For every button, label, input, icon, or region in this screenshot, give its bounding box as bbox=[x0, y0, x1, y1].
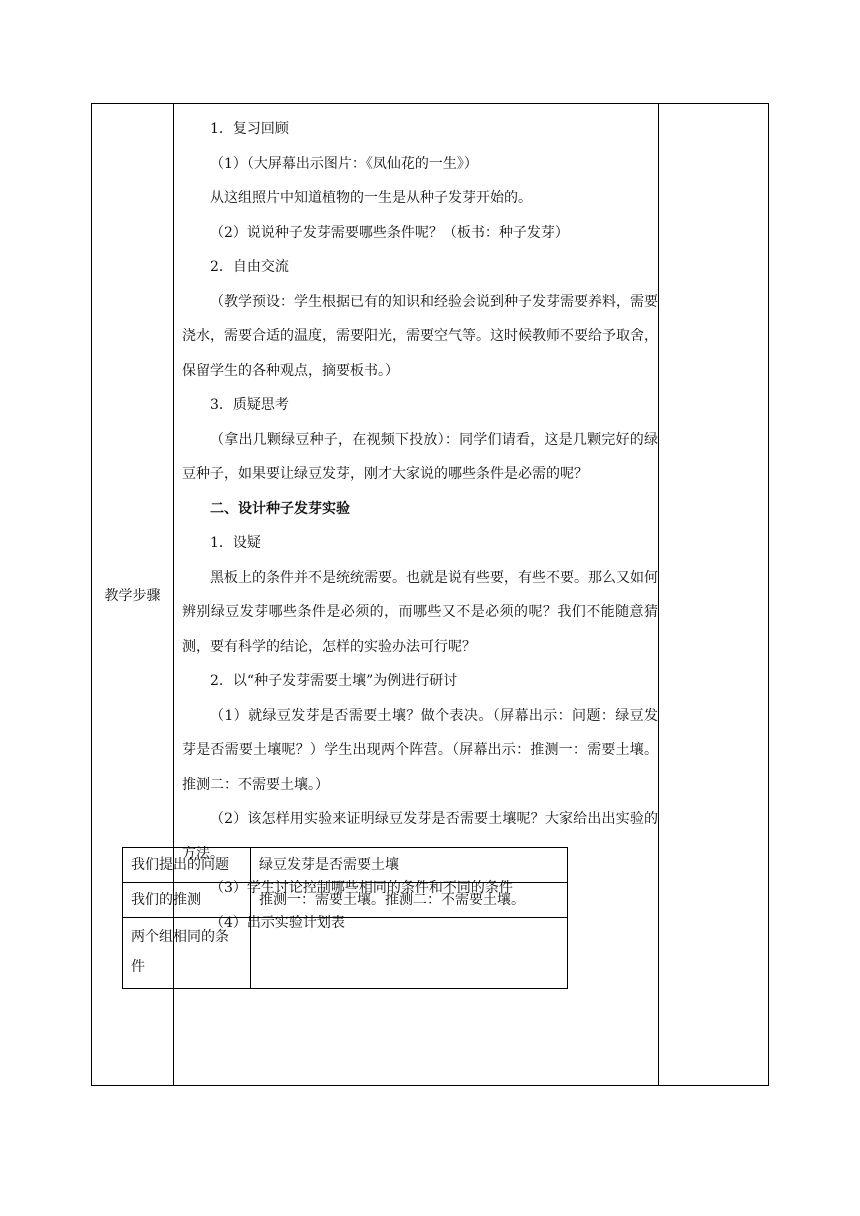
row-label: 教学步骤 bbox=[104, 587, 161, 604]
plan-table-value bbox=[251, 918, 568, 989]
paragraph: 黑板上的条件并不是统统需要。也就是说有些要，有些不要。那么又如何辨别绿豆发芽哪些条件是必须的，而哪些又不是必须的呢？我们不能随意猜测，要有科学的结论，怎样的实验办法可行呢？ bbox=[182, 569, 658, 655]
paragraph: 3．质疑思考 bbox=[210, 397, 289, 413]
paragraph: （1）就绿豆发芽是否需要土壤？做个表决。（屏幕出示：问题：绿豆发芽是否需要土壤呢？）学生出现两个阵营。（屏幕出示：推测一：需要土壤。推测二：不需要土壤。） bbox=[182, 707, 658, 793]
paragraph: （1）（大屏幕出示图片：《凤仙花的一生》） bbox=[210, 155, 478, 172]
paragraph: （4）出示实验计划表 bbox=[210, 914, 345, 931]
plan-table-row bbox=[123, 848, 568, 883]
paragraph: （拿出几颗绿豆种子，在视频下投放）：同学们请看，这是几颗完好的绿豆种子，如果要让绿豆发芽，刚才大家说的哪些条件是必需的呢？ bbox=[182, 431, 658, 482]
paragraph: 1．设疑 bbox=[210, 535, 261, 551]
plan-table-label: 我们提出的问题 bbox=[123, 848, 251, 883]
column-divider-2 bbox=[658, 104, 659, 1085]
plan-table-label: 两个组相同的条件 bbox=[123, 918, 251, 989]
experiment-plan-table bbox=[122, 847, 568, 989]
section-heading: 二、设计种子发芽实验 bbox=[210, 500, 350, 517]
paragraph: 2．以“种子发芽需要土壤”为例进行研讨 bbox=[210, 673, 458, 689]
plan-table-label: 我们的推测 bbox=[123, 883, 251, 918]
plan-table-value: 绿豆发芽是否需要土壤 bbox=[251, 848, 568, 883]
paragraph: （教学预设：学生根据已有的知识和经验会说到种子发芽需要养料，需要浇水，需要合适的温度，需要阳光，需要空气等。这时候教师不要给予取舍，保留学生的各种观点，摘要板书。） bbox=[182, 293, 658, 379]
paragraph: （2）说说种子发芽需要哪些条件呢？（板书：种子发芽） bbox=[210, 224, 569, 241]
paragraph: （3）学生讨论控制哪些相同的条件和不同的条件 bbox=[210, 880, 513, 896]
paragraph: 1．复习回顾 bbox=[210, 121, 289, 137]
paragraph: 从这组照片中知道植物的一生是从种子发芽开始的。 bbox=[210, 190, 532, 206]
plan-table-row bbox=[123, 918, 568, 989]
content-cell bbox=[182, 112, 658, 940]
paragraph: （2）该怎样用实验来证明绿豆发芽是否需要土壤呢？大家给出出实验的方法。 bbox=[182, 811, 658, 862]
plan-table-value: 推测一：需要土壤。推测二：不需要土壤。 bbox=[251, 883, 568, 918]
plan-table-row bbox=[123, 883, 568, 918]
paragraph: 2．自由交流 bbox=[210, 259, 289, 275]
